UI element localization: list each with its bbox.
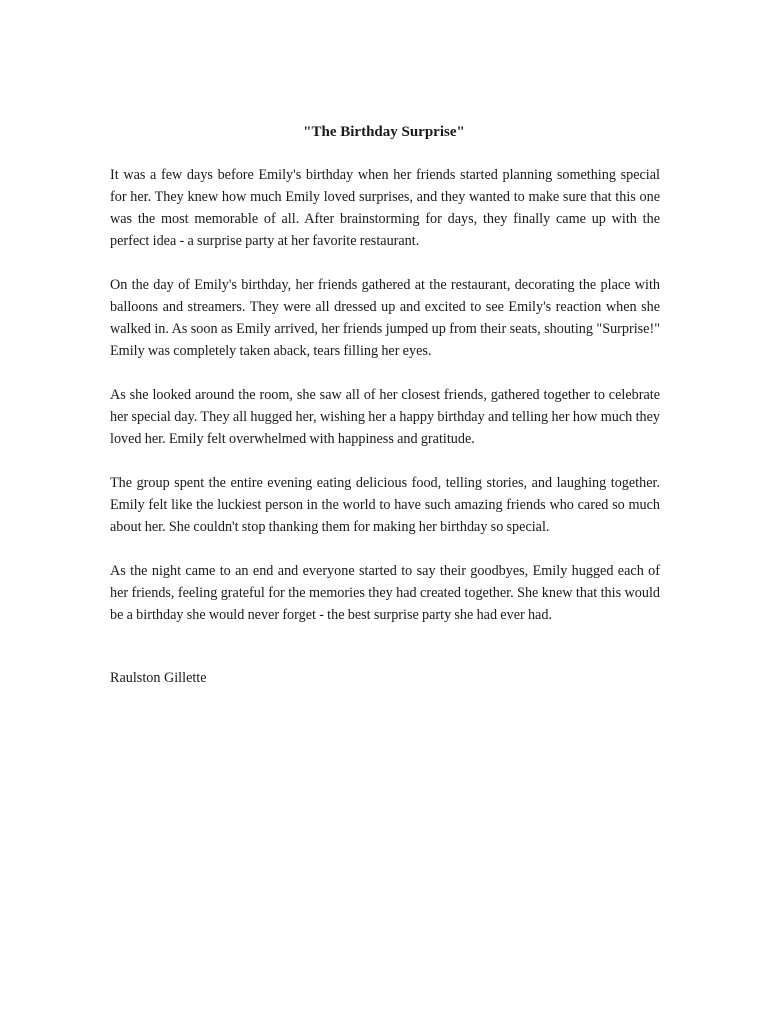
paragraph-1: It was a few days before Emily's birthday when her friends started planning something special for her. They knew how much Emily loved surprises, and they wanted to make sure that this one was the most memorable of all. After brainstorming for days, they finally came up with the perfect idea - a surprise party at her favorite restaurant.: [110, 167, 660, 249]
paragraph-4: The group spent the entire evening eating delicious food, telling stories, and laughing together. Emily felt like the luckiest person in the world to have such amazing friends who cared so much about her. She couldn't stop thanking them for making her birthday so special.: [110, 475, 660, 535]
paragraph-3: As she looked around the room, she saw all of her closest friends, gathered together to celebrate her special day. They all hugged her, wishing her a happy birthday and telling her how much they loved her. Emily felt overwhelmed with happiness and gratitude.: [110, 387, 660, 447]
paragraph-2: On the day of Emily's birthday, her friends gathered at the restaurant, decorating the place with balloons and streamers. They were all dressed up and excited to see Emily's reaction when she walked in. As soon as Emily arrived, her friends jumped up from their seats, shouting "Surprise!" Emily was completely taken aback, tears filling her eyes.: [110, 277, 660, 359]
document-title: "The Birthday Surprise": [303, 124, 465, 140]
document-body: [110, 164, 660, 648]
paragraph-5: As the night came to an end and everyone started to say their goodbyes, Emily hugged each of her friends, feeling grateful for the memories they had created together. She knew that this would be a birthday she would never forget - the best surprise party she had ever had.: [110, 563, 660, 623]
author-signature: Raulston Gillette: [110, 670, 207, 686]
